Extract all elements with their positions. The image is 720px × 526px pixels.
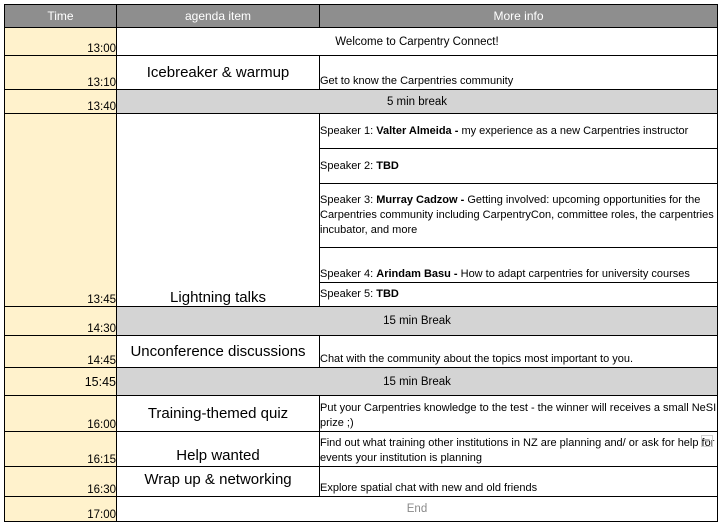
speaker-cell[interactable] (320, 283, 718, 307)
agenda-cell[interactable]: Help wanted (117, 432, 320, 467)
time-cell[interactable]: 13:45 (5, 114, 117, 307)
speaker-name: TBD (376, 288, 399, 300)
info-cell[interactable]: Get to know the Carpentries community (320, 56, 718, 90)
header-more-info[interactable]: More info (320, 5, 718, 28)
speaker-name: Valter Almeida (376, 124, 452, 137)
dropdown-arrow-icon[interactable] (701, 435, 713, 447)
agenda-sheet (4, 4, 718, 522)
break-cell[interactable]: 15 min Break (117, 368, 718, 396)
speaker-name: Arindam Basu (376, 268, 451, 280)
header-time[interactable]: Time (5, 5, 117, 28)
speaker-cell[interactable] (320, 114, 718, 149)
speaker-talk: Getting involved: upcoming opportunities for the Carpentries community including CarpentryCon, committee roles, the carpentries incubator, and more (320, 194, 714, 236)
speaker-prefix: Speaker 3: (320, 194, 377, 206)
agenda-cell[interactable]: Wrap up & networking (117, 467, 320, 497)
info-cell[interactable] (320, 432, 718, 467)
agenda-cell[interactable]: Training-themed quiz (117, 396, 320, 432)
agenda-cell[interactable]: Unconference discussions (117, 336, 320, 368)
time-cell[interactable]: 17:00 (5, 497, 117, 522)
agenda-cell[interactable]: Icebreaker & warmup (117, 56, 320, 90)
speaker-prefix: Speaker 2: (320, 159, 377, 172)
time-cell[interactable]: 13:10 (5, 56, 117, 90)
speaker-name: TBD (376, 159, 399, 172)
speaker-name: Murray Cadzow (376, 194, 458, 206)
speaker-cell[interactable] (320, 184, 718, 248)
end-cell[interactable]: End (117, 497, 718, 522)
speaker-cell[interactable] (320, 149, 718, 184)
info-cell[interactable]: Put your Carpentries knowledge to the test - the winner will receives a small NeSI prize ;) (320, 396, 718, 432)
info-cell[interactable]: Explore spatial chat with new and old friends (320, 467, 718, 497)
time-cell[interactable]: 13:40 (5, 90, 117, 114)
time-cell[interactable]: 16:00 (5, 396, 117, 432)
speaker-dash: - (450, 268, 461, 280)
time-cell[interactable]: 14:45 (5, 336, 117, 368)
time-cell[interactable]: 16:30 (5, 467, 117, 497)
speaker-prefix: Speaker 4: (320, 268, 377, 280)
break-cell[interactable]: 15 min Break (117, 307, 718, 336)
speaker-dash: - (457, 194, 468, 206)
info-cell[interactable]: Chat with the community about the topics most important to you. (320, 336, 718, 368)
speaker-talk: How to adapt carpentries for university courses (460, 268, 690, 280)
welcome-cell[interactable]: Welcome to Carpentry Connect! (117, 28, 718, 56)
time-cell[interactable]: 14:30 (5, 307, 117, 336)
speaker-cell[interactable] (320, 248, 718, 283)
agenda-cell[interactable]: Lightning talks (117, 114, 320, 307)
speaker-talk: my experience as a new Carpentries instructor (461, 124, 689, 137)
time-cell[interactable]: 16:15 (5, 432, 117, 467)
speaker-prefix: Speaker 5: (320, 288, 377, 300)
info-text: Find out what training other institutions in NZ are planning and/ or ask for help for events your institution is planning (320, 437, 715, 464)
time-cell[interactable]: 15:45 (5, 368, 117, 396)
speaker-dash: - (451, 124, 462, 137)
break-cell[interactable]: 5 min break (117, 90, 718, 114)
header-agenda-item[interactable]: agenda item (117, 5, 320, 28)
speaker-prefix: Speaker 1: (320, 124, 377, 137)
time-cell[interactable]: 13:00 (5, 28, 117, 56)
